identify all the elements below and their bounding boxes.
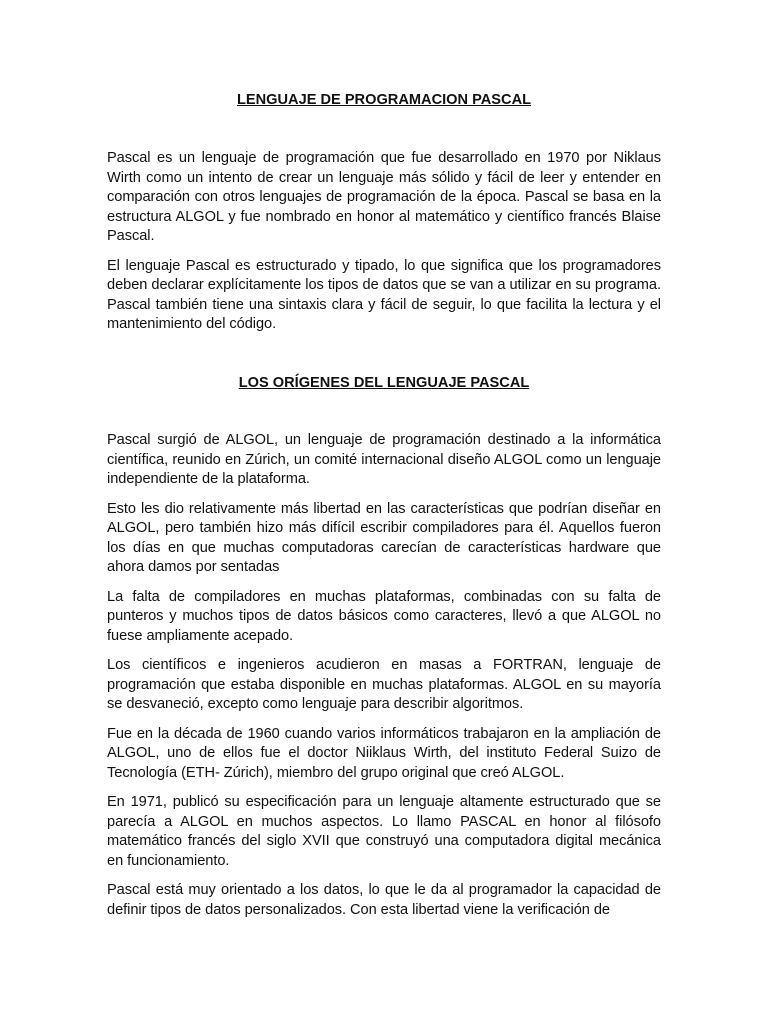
document-title: LENGUAJE DE PROGRAMACION PASCAL [236, 92, 532, 108]
paragraph: El lenguaje Pascal es estructurado y tipado, lo que significa que los programadores deben declarar explícitamente los tipos de datos que se van a utilizar en su programa. Pascal también tiene una sintaxis clara y fácil de seguir, lo que facilita la lectura y el mantenimiento del código. [107, 257, 661, 332]
origins-section [107, 431, 661, 920]
paragraph: Pascal está muy orientado a los datos, lo que le da al programador la capacidad de definir tipos de datos personalizados. Con esta libertad viene la verificación de [107, 882, 661, 918]
paragraph: Esto les dio relativamente más libertad en las características que podrían diseñar en ALGOL, pero también hizo más difícil escribir compiladores para él. Aquellos fueron los días en que muchas computadoras carecían de características hardware que ahora damos por sentadas [107, 500, 661, 575]
section-title: LOS ORÍGENES DEL LENGUAJE PASCAL [238, 375, 530, 391]
intro-section [107, 149, 661, 335]
paragraph: Fue en la década de 1960 cuando varios informáticos trabajaron en la ampliación de ALGOL, uno de ellos fue el doctor Niiklaus Wirth, del instituto Federal Suizo de Tecnología (ETH- Zúrich), miembro del grupo original que creó ALGOL. [107, 725, 661, 781]
paragraph: Pascal surgió de ALGOL, un lenguaje de programación destinado a la informática científica, reunido en Zúrich, un comité internacional diseño ALGOL como un lenguaje independiente de la plataforma. [107, 432, 661, 487]
paragraph: En 1971, publicó su especificación para un lenguaje altamente estructurado que se parecía a ALGOL en muchos aspectos. Lo llamo PASCAL en honor al filósofo matemático francés del siglo XVII que construyó una computadora digital mecánica en funcionamiento. [107, 794, 661, 869]
paragraph: La falta de compiladores en muchas plataformas, combinadas con su falta de punteros y muchos tipos de datos básicos como caracteres, llevó a que ALGOL no fuese ampliamente acepado. [107, 588, 661, 644]
paragraph: Pascal es un lenguaje de programación que fue desarrollado en 1970 por Niklaus Wirth como un intento de crear un lenguaje más sólido y fácil de leer y entender en comparación con otros lenguajes de programación de la época. Pascal se basa en la estructura ALGOL y fue nombrado en honor al matemático y científico francés Blaise Pascal. [107, 150, 661, 244]
paragraph: Los científicos e ingenieros acudieron en masas a FORTRAN, lenguaje de programación que estaba disponible en muchas plataformas. ALGOL en su mayoría se desvaneció, excepto como lenguaje para describir algoritmos. [107, 657, 661, 712]
